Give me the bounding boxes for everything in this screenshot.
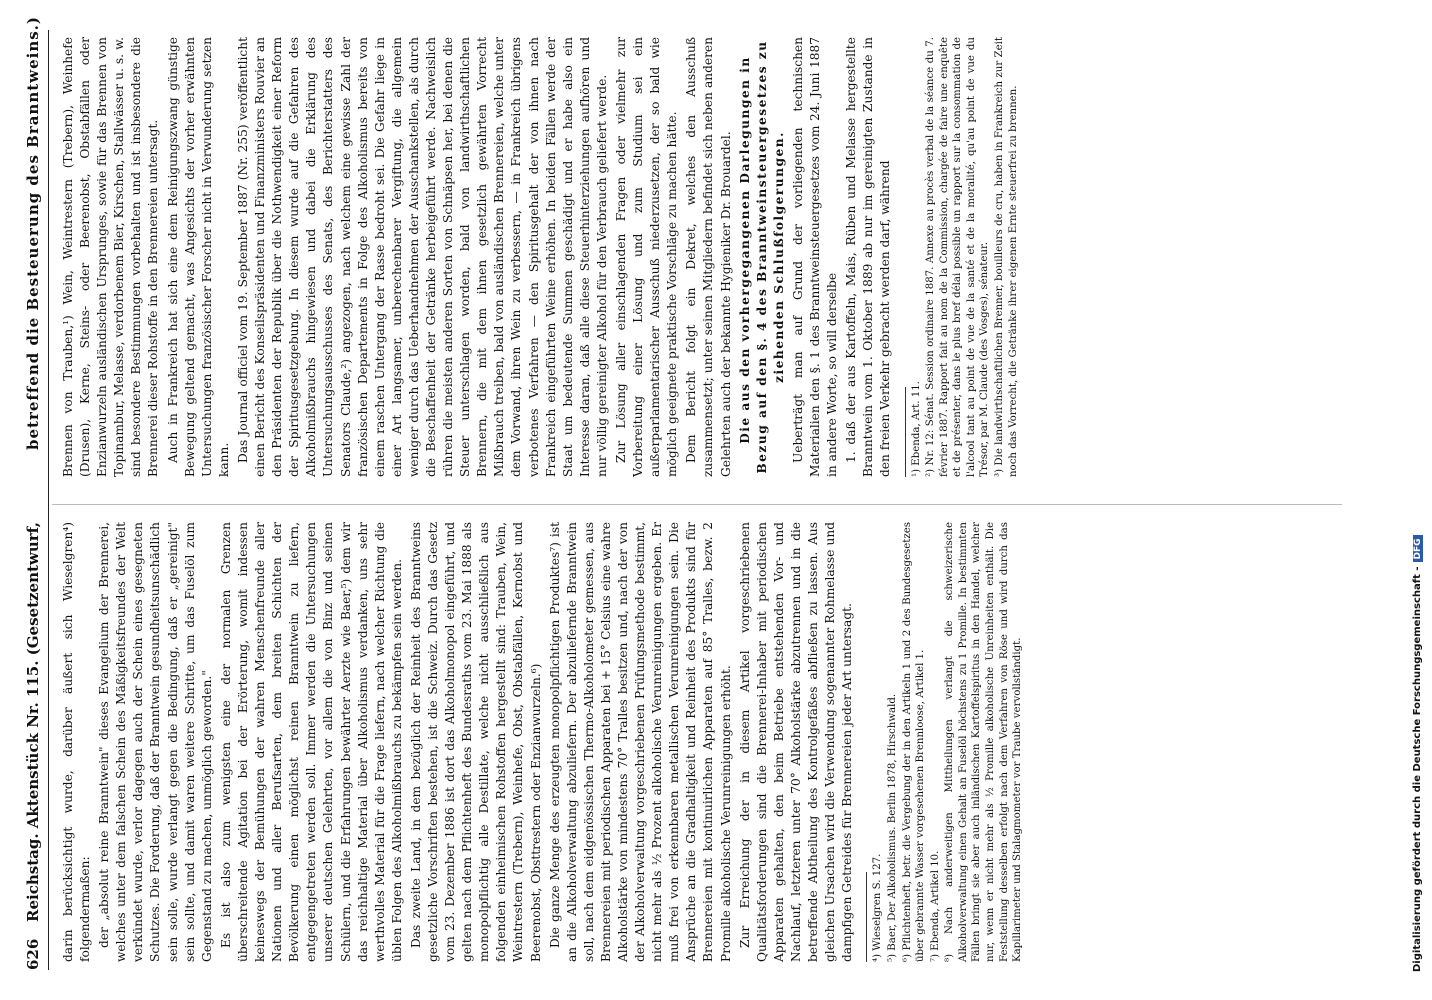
paragraph: Auch in Frankreich hat sich eine dem Reinigungszwang günstige Bewegung geltend gemacht, was Angesichts der vorher erwähnten Untersuchungen französischer Forscher nicht in Verwunderung setzen kann. xyxy=(165,37,231,477)
dfg-logo: DFG xyxy=(1413,535,1423,562)
footnote: ⁵) Baer, Der Alkoholismus. Berlin 1878, Hirschwald. xyxy=(886,693,898,962)
paragraph: Brennen von Trauben,¹) Wein, Weintrestern (Trebern), Weinhefe (Drusen), Kerne, Steins- oder Beerenobst, Obstabfällen oder Enzianwurzeln ausländischen Ursprunges, sowie für das Brennen von Topinambur, Melasse, verdorbenem Bier, Kirschen, Stallwässer u. s. w. sind besondere Bestimmungen vorbehalten und ist insbesondere die Brennerei dieser Rohstoffe in den Brennereien untersagt. xyxy=(61,37,161,477)
paragraph: Das Journal officiel vom 19. September 1887 (Nr. 255) veröffentlicht einen Bericht des Konseilspräsidenten und Finanzministers Rouvier an den Präsidenten der Republik über die Nothwendigkeit einer Reform der Spiritusgesetzgebung. In diesem wurde auf die Gefahren des Alkoholmißbrauchs hingewiesen und dabei die Erklärung des Untersuchungsausschusses des Senats, des Berichterstatters des Senators Claude,²) angezogen, nach welchem eine gewisse Zahl der französischen Departements in Folge des Alkoholismus bereits von einem raschen Untergang der Rasse bedroht sei. Die Gefahr liege in einer Art langsamer, unberechenbarer Vergiftung, die allgemein weniger durch das Ueberhandnehmen der Ausschankstellen, als durch die Beschaffenheit der Getränke herbeigeführt werde. Nachweislich rühren die meisten anderen Sorten von Schnäpsen her, bei denen die Steuer unterschlagen worden, bald von landwirthschaftlichen Brennern, die mit dem ihnen gesetzlich gewährten Vorrecht Mißbrauch treiben, bald von ausländischen Brennereien, welche unter dem Vorwand, ihren Wein zu verbessern, — in Frankreich übrigens verbotenes Verfahren — den Spiritusgehalt der von ihnen nach Frankreich eingeführten Weine erhöhen. In beiden Fällen werde der Staat um bedeutende Summen geschädigt und er habe also ein Interesse daran, daß alle diese Steuerhinterziehungen aufhören und nur völlig gereinigter Alkohol für den Verbrauch geliefert werde. xyxy=(235,37,609,477)
section-title: Die aus den vorhergegangenen Darlegungen in Bezug auf den §. 4 des Branntweinsteuergesetzes zu ziehenden Schlußfolgerungen. xyxy=(737,40,786,474)
right-column xyxy=(60,37,1021,477)
footnote: ⁴) Wieselgren S. 127. xyxy=(872,853,884,962)
footnote: ⁸) Nach anderweitigen Mittheilungen verlangt die schweizerische Alkoholverwaltung einen Gehalt an Fuselöl höchstens zu 1 Promille. In bestimmten Fällen bringt sie aber auch inländischen Kartoffelspiritus in den Handel, welcher nur, wenn er nicht mehr als ½ Promille alkoholische Unreinheiten enthält. Die Feststellung desselben erfolgt nach dem Verfahren von Röse und wird durch das Kapillarimeter und Stalagmometer vor Traube vervollständigt. xyxy=(944,522,1024,962)
paragraph: Die ganze Menge des erzeugten monopolpflichtigen Produktes⁷) ist an die Alkoholverwaltung abzuliefern. Der abzuliefernde Branntwein soll, nach dem eidgenössischen Thermo-Alkoholometer gemessen, aus Brennereien mit periodischen Apparaten bei + 15° Celsius eine wahre Alkoholstärke von mindestens 70° Tralles besitzen und, nach der von der Alkoholverwaltung vorgeschriebenen Prüfungsmethode bestimmt, nicht mehr als ½ Prozent alkoholische Verunreinigungen ergeben. Er muß frei von erkennbaren metallischen Verunreinigungen sein. Die Ansprüche an die Gradhaltigkeit und Reinheit des Produkts sind für Brennereien mit kontinuirlichen Apparaten auf 85° Tralles, bezw. 2 Promille alkoholische Verunreinigungen erhöht. xyxy=(547,522,733,962)
footnote: ⁶) Pflichtenheft, betr. die Vergebung der in den Artikeln 1 und 2 des Bundesgesetzes über gebrannte Wasser vorgesehenen Brennloose, Artikel 1. xyxy=(901,522,927,962)
paragraph: Zur Erreichung der in diesem Artikel vorgeschriebenen Qualitätsforderungen sind die Brennerei-Inhaber mit periodischen Apparaten gehalten, den beim Betriebe entstehenden Vor- und Nachlauf, letzteren unter 70° Alkoholstärke abzutrennen und in die betreffende Abtheilung des Kontrolgefäßes abfließen zu lassen. Aus gleichen Ursachen wird die Verwendung sogenannter Rohmelasse und dampfigen Getreides für Brennereien jeder Art untersagt. xyxy=(737,522,855,962)
footnote-rule xyxy=(866,872,867,962)
paragraph: Dem Bericht folgt ein Dekret, welches den Ausschuß zusammensetzt; unter seinen Mitgliedern befindet sich neben anderen Gelehrten auch der bekannte Hygieniker Dr. Brouardel. xyxy=(684,37,733,477)
footnote: ¹) Ebenda, Art. 11. xyxy=(910,381,922,477)
column-divider xyxy=(52,504,1342,505)
page-number: 626 xyxy=(24,938,42,970)
header-right-title: betreffend die Besteuerung des Branntweins.) xyxy=(24,16,42,450)
paragraph: Es ist also zum wenigsten eine der normalen Grenzen überschreitende Agitation bei der Erörterung, womit indessen keineswegs der Bemühungen der wahren Menschenfreunde aller Nationen und aller Berufsarten, dem breiten Schichten der Bevölkerung einen möglichst reinen Branntwein zu liefern, entgegengetreten werden soll. Immer werden die Untersuchungen unserer deutschen Gelehrten, vor allem die von Binz und seinen Schülern, und die Erfahrungen bewährter Aerzte wie Baer,⁵) dem wir das reichhaltige Material über Alkoholismus verdanken, uns sehr werthvolles Material für die Frage liefern, nach welcher Richtung die üblen Folgen des Alkoholmißbrauchs zu bekämpfen sein werden. xyxy=(218,522,404,962)
paragraph: Das zweite Land, in dem bezüglich der Reinheit des Branntweins gesetzliche Vorschriften bestehen, ist die Schweiz. Durch das Gesetz vom 23. Dezember 1886 ist dort das Alkoholmonopol eingeführt, und gelten nach dem Pflichtenheft des Bundesraths vom 23. Mai 1888 als monopolpflichtig alle Destillate, welche nicht ausschließlich aus folgenden einheimischen Rohstoffen hergestellt sind: Trauben, Wein, Weintrestern (Trebern), Weinhefe, Obst, Obstabfällen, Kernobst und Beerenobst, Obsttrestern oder Enzianwurzeln.⁶) xyxy=(408,522,543,962)
footnotes-right xyxy=(910,37,1021,477)
list-item: 1. daß der aus Kartoffeln, Mais, Rüben und Melasse hergestellte Branntwein vom 1. Oktober 1889 ab nur im gereinigten Zustande in den freien Verkehr gebracht werden darf, während xyxy=(844,37,893,477)
header-left-title: Reichstag. Aktenstück Nr. 115. (Gesetzentwurf, xyxy=(24,522,42,922)
paragraph: der „absolut reine Branntwein" dieses Evangelium der Brennerei, welches unter dem falschen Schein des Mäßigkeitsfreundes der Welt verkündet wurde, verlor dagegen auch der Schein eines gesegneten Schutzes. Die Forderung, daß der Branntwein gesundheitsunschädlich sein solle, wurde verlangt gegen die Bedingung, daß er „gereinigt" sein sollte, und damit waren weitere Schritte, um das Fuselöl zum Gegenstand zu machen, unmöglich geworden." xyxy=(97,522,214,962)
credit-text: Digitalisierung gefördert durch die Deutsche Forschungsgemeinschaft - xyxy=(1412,566,1423,972)
footnotes-left xyxy=(871,522,1025,962)
running-header xyxy=(22,16,49,970)
paragraph: Zur Lösung aller einschlagenden Fragen oder vielmehr zur Vorbereitung einer Lösung und zum Studium sei ein außerparlamentarischer Ausschuß niederzusetzen, der so bald wie möglich geeignete praktische Vorschläge zu machen hätte. xyxy=(614,37,680,477)
footnote: ²) Nr. 12: Sénat. Session ordinaire 1887. Annexe au procès verbal de la séance du 7. février 1887. Rapport fait au nom de la Commission, chargée de faire une enquête et de présenter, dans le plus bref délai possible un rapport sur la consommation de l'alcool tant au point de vue de la santé et de la moralité, qu'au point de vue du Trésor, par M. Claude (des Vosges), sénateur. xyxy=(925,37,991,477)
digitization-credit xyxy=(1412,0,1428,1000)
paragraph: darin berücksichtigt wurde, darüber äußert sich Wieselgren⁴) folgendermaßen: xyxy=(61,522,93,962)
paragraph: Ueberträgt man auf Grund der vorliegenden technischen Materialien den §. 1 des Branntweinsteuergesetzes vom 24. Juni 1887 in andere Worte, so will derselbe xyxy=(790,37,840,477)
footnote-rule xyxy=(905,387,906,477)
footnote: ⁷) Ebenda, Artikel 10. xyxy=(929,850,941,962)
footnote: ³) Die landwirthschaftlichen Brenner, bouilleurs de cru, haben in Frankreich zur Zeit noch das Vorrecht, die Getränke ihrer eigenen Ernte steuerfrei zu brennen. xyxy=(994,37,1019,477)
left-column xyxy=(60,522,1026,962)
